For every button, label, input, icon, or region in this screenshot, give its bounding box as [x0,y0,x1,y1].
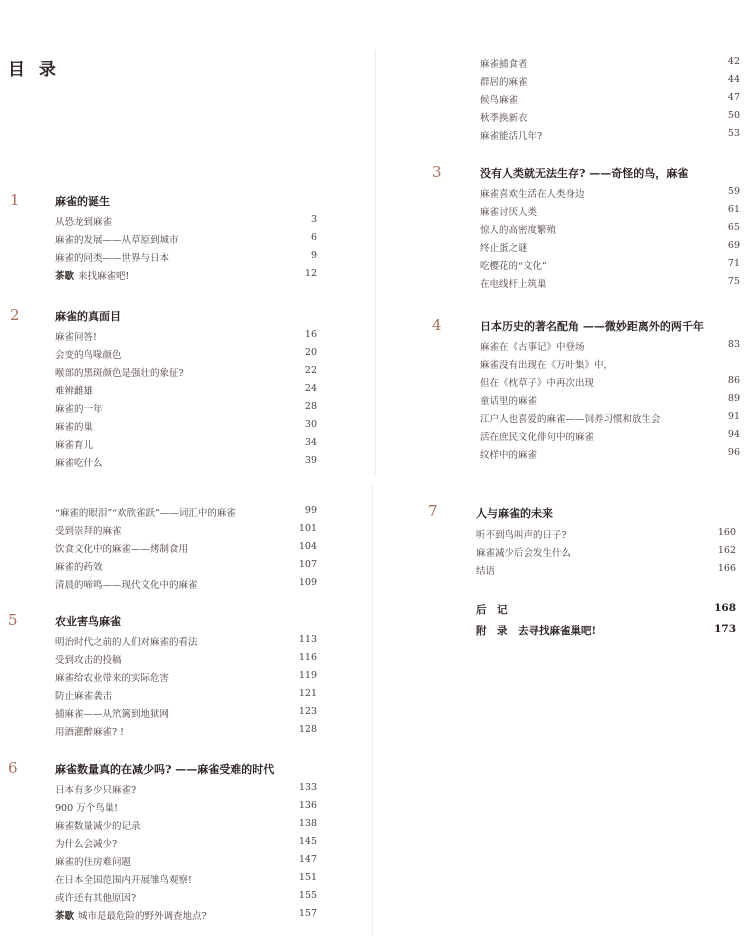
toc-entry[interactable]: 会变的鸟喙颜色 20 [55,347,317,361]
toc-entry[interactable]: 从恐龙到麻雀 3 [55,214,317,228]
toc-entry[interactable]: 活在庶民文化俳句中的麻雀 94 [480,429,740,443]
toc-entry[interactable]: 茶歇 城市是最危险的野外调查地点? 157 [55,908,317,922]
toc-entry[interactable]: 日本有多少只麻雀? 133 [55,782,317,796]
toc-entry[interactable]: 麻雀减少后会发生什么 162 [476,545,736,559]
toc-entry[interactable]: 但在《枕草子》中再次出现 86 [480,375,740,389]
toc-entry[interactable]: 受到攻击的投稿 116 [55,652,317,666]
chapter-title: 农业害鸟麻雀 [55,615,121,628]
toc-entry[interactable]: 防止麻雀袭击 121 [55,688,317,702]
chapter-number: 7 [428,502,438,520]
toc-entry[interactable]: 麻雀问答! 16 [55,329,317,343]
toc-entry[interactable]: 受到崇拜的麻雀 101 [55,523,317,537]
toc-entry[interactable]: 江户人也喜爱的麻雀——饲养习惯和放生会 91 [480,411,740,425]
toc-entry[interactable]: 麻雀喜欢生活在人类身边 59 [480,186,740,200]
appendix-entry[interactable]: 附 录 去寻找麻雀巢吧! 173 [476,623,736,637]
toc-entry[interactable]: 麻雀捕食者 42 [480,56,740,70]
toc-entry[interactable]: 麻雀给农业带来的实际危害 119 [55,670,317,684]
toc-entry[interactable]: 童话里的麻雀 89 [480,393,740,407]
break-label: 茶歇 [55,911,75,922]
toc-entry[interactable]: 麻雀的一年 28 [55,401,317,415]
chapter-title: 麻雀的诞生 [55,195,110,208]
toc-entry[interactable]: 麻雀的发展——从草原到城市 6 [55,232,317,246]
chapter-title: 日本历史的著名配角 ——微妙距离外的两千年 [480,320,704,333]
page-title: 目 录 [8,60,60,80]
toc-entry[interactable]: 在电线杆上筑巢 75 [480,276,740,290]
toc-entry[interactable]: 麻雀的药效 107 [55,559,317,573]
toc-entry[interactable]: 终止蛋之谜 69 [480,240,740,254]
toc-entry[interactable]: “麻雀的眼泪”“欢欣雀跃”——词汇中的麻雀 99 [55,505,317,519]
chapter-number: 4 [432,316,442,334]
toc-entry[interactable]: 候鸟麻雀 47 [480,92,740,106]
toc-entry[interactable]: 麻雀的住房难问题 147 [55,854,317,868]
toc-entry[interactable]: 结语 166 [476,563,736,577]
toc-entry[interactable]: 麻雀数量减少的记录 138 [55,818,317,832]
chapter-title: 人与麻雀的未来 [476,507,553,520]
toc-entry[interactable]: 明治时代之前的人们对麻雀的看法 113 [55,634,317,648]
toc-entry[interactable]: 或许还有其他原因? 155 [55,890,317,904]
toc-entry[interactable]: 麻雀育儿 34 [55,437,317,451]
toc-entry[interactable]: 麻雀讨厌人类 61 [480,204,740,218]
toc-entry[interactable]: 麻雀的巢 30 [55,419,317,433]
column-divider [375,50,376,475]
chapter-number: 5 [8,611,18,629]
toc-entry[interactable]: 为什么会减少? 145 [55,836,317,850]
toc-entry[interactable]: 麻雀没有出现在《万叶集》中， [480,360,614,371]
toc-entry[interactable]: 900 万个鸟巢! 136 [55,800,317,814]
toc-entry[interactable]: 麻雀吃什么 39 [55,455,317,469]
toc-entry[interactable]: 麻雀的同类——世界与日本 9 [55,250,317,264]
toc-entry[interactable]: 纹样中的麻雀 96 [480,447,740,461]
chapter-title: 麻雀的真面目 [55,310,121,323]
toc-entry[interactable]: 饮食文化中的麻雀——烤制食用 104 [55,541,317,555]
toc-entry[interactable]: 在日本全国范围内开展雏鸟观察! 151 [55,872,317,886]
toc-entry[interactable]: 群居的麻雀 44 [480,74,740,88]
toc-entry[interactable]: 清晨的啼鸣——现代文化中的麻雀 109 [55,577,317,591]
chapter-number: 6 [8,759,18,777]
chapter-title: 麻雀数量真的在减少吗? ——麻雀受难的时代 [55,763,275,776]
chapter-title: 没有人类就无法生存? ——奇怪的鸟，麻雀 [480,167,689,180]
toc-entry[interactable]: 听不到鸟叫声的日子? 160 [476,527,736,541]
column-divider [372,485,373,935]
toc-entry[interactable]: 捕麻雀——从笊篱到地狱网 123 [55,706,317,720]
toc-entry[interactable]: 用酒灌醉麻雀? ! 128 [55,724,317,738]
break-label: 茶歇 [55,271,75,282]
chapter-number: 1 [10,191,20,209]
toc-entry[interactable]: 茶歇 来找麻雀吧! 12 [55,268,317,282]
toc-entry[interactable]: 麻雀在《古事记》中登场 83 [480,339,740,353]
toc-entry[interactable]: 惊人的高密度繁殖 65 [480,222,740,236]
afterword-entry[interactable]: 后 记 168 [476,602,736,616]
chapter-number: 3 [432,163,442,181]
toc-entry[interactable]: 难辨雌雄 24 [55,383,317,397]
chapter-number: 2 [10,306,20,324]
toc-entry[interactable]: 吃樱花的“文化” 71 [480,258,740,272]
toc-entry[interactable]: 喉部的黑斑颜色是强壮的象征? 22 [55,365,317,379]
toc-entry[interactable]: 麻雀能活几年? 53 [480,128,740,142]
toc-entry[interactable]: 秋季换新衣 50 [480,110,740,124]
